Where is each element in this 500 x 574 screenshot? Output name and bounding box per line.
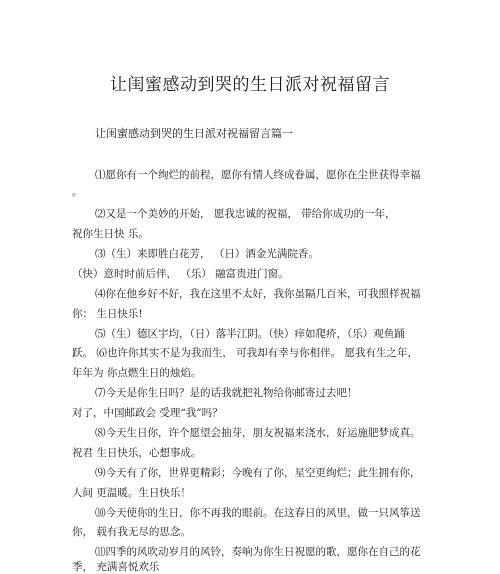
paragraph-line: 祝你生日快 乐。 <box>72 228 149 240</box>
paragraph-line: （快）意时时前后伴， （乐） 融富贵进门窗。 <box>72 268 289 280</box>
paragraph-line: ⑾四季的风吹动岁月的风铃，奏响为你生日祝愿的歌，愿你在自己的花 <box>95 546 421 558</box>
document-title: 让闺蜜感动到哭的生日派对祝福留言 <box>110 75 390 95</box>
paragraph-line: 年年为 你点燃生日的烛焰。 <box>72 367 202 379</box>
paragraph-line: ⑺今天是你生日吗？是的话我就把礼物给你邮寄过去吧！ <box>95 387 358 399</box>
document-subtitle: 让闺蜜感动到哭的生日派对祝福留言篇一 <box>95 127 293 140</box>
paragraph-line: 你： 生日快乐! <box>72 308 143 320</box>
paragraph-line: ⑻今天生日你，许个愿望会抽芽，朋友祝福来浇水，好运施肥梦成真。 <box>95 427 421 439</box>
paragraph-line: 对了，中国邮政会 受理“我”吗？ <box>72 407 223 419</box>
paragraph-line: 。 <box>72 186 83 198</box>
paragraph-line: ⑽今天使你的生日，你不再我的眼前。在这春日的风里，做一只风筝送 <box>95 507 421 519</box>
paragraph-line: ⑵又是一个美妙的开始， 愿我忠诚的祝福， 带给你成功的一年， <box>95 208 396 220</box>
paragraph-line: 祝君 生日快乐，心想事成。 <box>72 447 202 459</box>
paragraph-line: ⑶（生）来即胜白花芳， （日）洒金光满院香。 <box>95 248 319 260</box>
paragraph-line: ⑸（生）德区宇均，（日）落半江阴。（快）痒如爬疥，（乐）观鱼踊 <box>95 328 405 340</box>
paragraph-line: ⑼今天有了你，世界更精彩；今晚有了你，星空更绚烂；此生拥有你， <box>95 467 421 479</box>
paragraph-line: ⑴愿你有一个绚烂的前程，愿你有情人终成眷属，愿你在尘世获得幸福 <box>95 169 421 181</box>
paragraph-line: ⑷你在他乡好不好，我在这里不太好，我你虽隔几百米，可我照样祝福 <box>95 288 421 300</box>
paragraph-line: 人间 更温暖。生日快乐！ <box>72 487 191 499</box>
paragraph-line: 你， 载有我无尽的思念。 <box>72 526 191 538</box>
paragraph-line: 季， 充满喜悦欢乐 <box>72 561 160 573</box>
paragraph-line: 跃。 ⑹也许你其实不是为我而生， 可我却有幸与你相伴。 愿我有生之年， <box>72 347 419 359</box>
